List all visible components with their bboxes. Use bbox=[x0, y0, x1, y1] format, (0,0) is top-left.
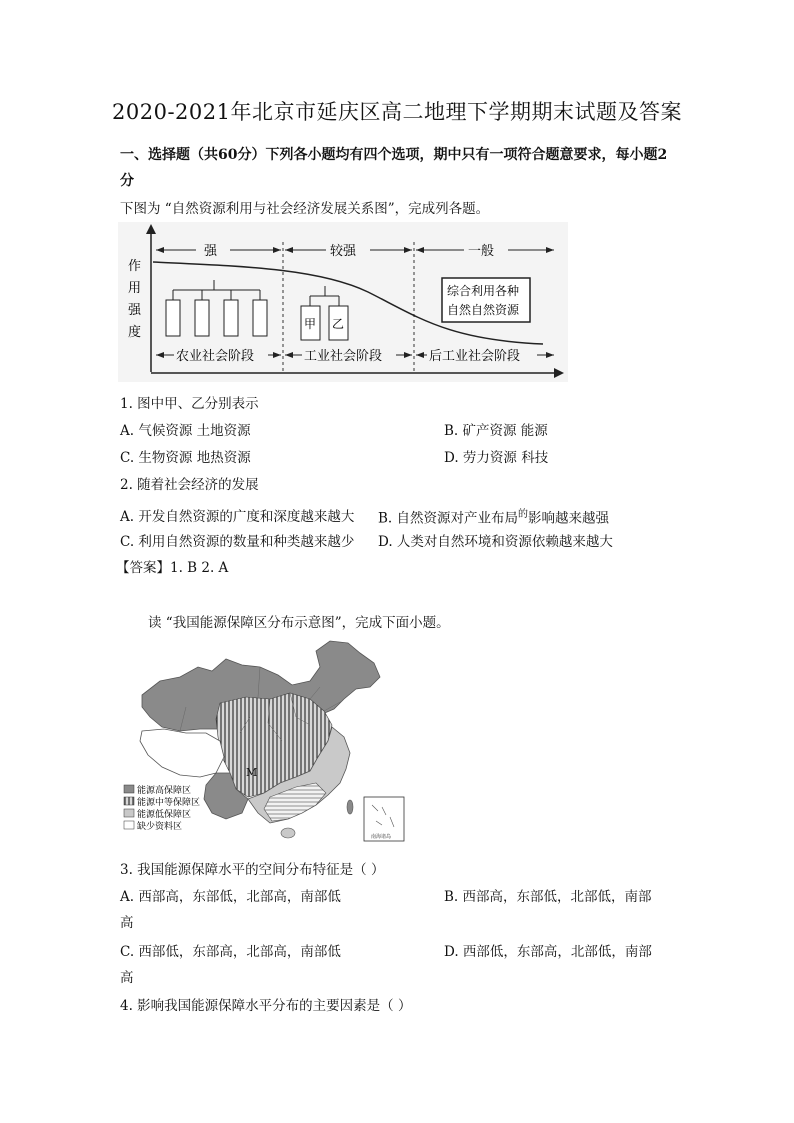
comprehensive-use-line1: 综合利用各种 bbox=[447, 284, 520, 298]
legend-high: 能源高保障区 bbox=[137, 786, 192, 796]
q2-option-a[interactable]: A. 开发自然资源的广度和深度越来越大 bbox=[120, 509, 355, 525]
q3-option-d-cont: 高 bbox=[120, 970, 134, 986]
figure1-intro: 下图为 “自然资源利用与社会经济发展关系图”，完成列各题。 bbox=[120, 201, 490, 217]
q3-option-c[interactable]: C. 西部低，东部高，北部高，南部低 bbox=[120, 944, 341, 960]
legend-no-data: 缺少资料区 bbox=[137, 822, 183, 832]
stage-post-industrial: 后工业社会阶段 bbox=[429, 349, 521, 364]
legend-swatch-no-data bbox=[124, 821, 134, 829]
resource-box bbox=[166, 300, 180, 336]
resource-box bbox=[253, 300, 267, 336]
figure2-intro: 读 “我国能源保障区分布示意图”，完成下面小题。 bbox=[148, 615, 450, 631]
hainan-island bbox=[281, 828, 295, 838]
y-label-char: 作 bbox=[128, 259, 142, 274]
q3-option-a[interactable]: A. 西部高，东部低，北部高，南部低 bbox=[120, 889, 341, 905]
figure2-map bbox=[120, 637, 410, 845]
taiwan-island bbox=[347, 800, 353, 814]
figure1-diagram bbox=[118, 222, 568, 382]
q1-option-d[interactable]: D. 劳力资源 科技 bbox=[444, 450, 549, 466]
q2-option-b[interactable] bbox=[378, 505, 609, 527]
question-2: 2. 随着社会经济的发展 bbox=[120, 477, 259, 493]
q3-option-b[interactable]: B. 西部高，东部低，北部低，南部 bbox=[444, 889, 652, 905]
page-title: 2020-2021年北京市延庆区高二地理下学期期末试题及答案 bbox=[112, 100, 682, 124]
y-label-char: 用 bbox=[128, 281, 142, 296]
label-strong: 强 bbox=[204, 244, 218, 259]
box-jia-label: 甲 bbox=[304, 317, 317, 331]
resource-box bbox=[224, 300, 238, 336]
section-heading-cont: 分 bbox=[120, 173, 134, 189]
answer-line: 【答案】1. B 2. A bbox=[116, 560, 229, 576]
q2-option-d[interactable]: D. 人类对自然环境和资源依赖越来越大 bbox=[378, 534, 613, 550]
q3-option-b-cont: 高 bbox=[120, 915, 134, 931]
legend-low: 能源低保障区 bbox=[137, 810, 192, 820]
q1-option-b[interactable]: B. 矿产资源 能源 bbox=[444, 423, 548, 439]
q1-option-c[interactable]: C. 生物资源 地热资源 bbox=[120, 450, 251, 466]
resource-box bbox=[195, 300, 209, 336]
q2-option-b-sup: 的 bbox=[518, 509, 529, 520]
y-label-char: 度 bbox=[128, 325, 142, 340]
marker-m: M bbox=[246, 766, 258, 779]
y-label-char: 强 bbox=[128, 303, 142, 318]
q1-option-a[interactable]: A. 气候资源 土地资源 bbox=[120, 423, 251, 439]
box-yi-label: 乙 bbox=[332, 317, 345, 331]
q3-option-d[interactable]: D. 西部低，东部高，北部低，南部 bbox=[444, 944, 652, 960]
comprehensive-use-line2: 自然自然资源 bbox=[447, 303, 520, 317]
label-fairly-strong: 较强 bbox=[330, 244, 357, 259]
legend-swatch-low bbox=[124, 809, 134, 817]
q2-option-c[interactable]: C. 利用自然资源的数量和种类越来越少 bbox=[120, 534, 355, 550]
stage-agricultural: 农业社会阶段 bbox=[176, 349, 255, 364]
question-1: 1. 图中甲、乙分别表示 bbox=[120, 396, 259, 412]
question-4: 4. 影响我国能源保障水平分布的主要因素是（ ） bbox=[120, 998, 412, 1014]
q2-option-b-text: B. 自然资源对产业布局 bbox=[378, 510, 519, 527]
label-general: 一般 bbox=[468, 244, 495, 259]
q2-option-b-text2: 影响越来越强 bbox=[528, 510, 610, 527]
legend-medium: 能源中等保障区 bbox=[137, 798, 201, 808]
question-3: 3. 我国能源保障水平的空间分布特征是（ ） bbox=[120, 862, 385, 878]
inset-label: 南海诸岛 bbox=[371, 834, 392, 840]
section-heading: 一、选择题（共60分）下列各小题均有四个选项，期中只有一项符合题意要求，每小题2 bbox=[120, 147, 668, 163]
legend-swatch-high bbox=[124, 785, 134, 793]
legend-swatch-medium bbox=[124, 797, 134, 805]
stage-industrial: 工业社会阶段 bbox=[304, 349, 383, 364]
